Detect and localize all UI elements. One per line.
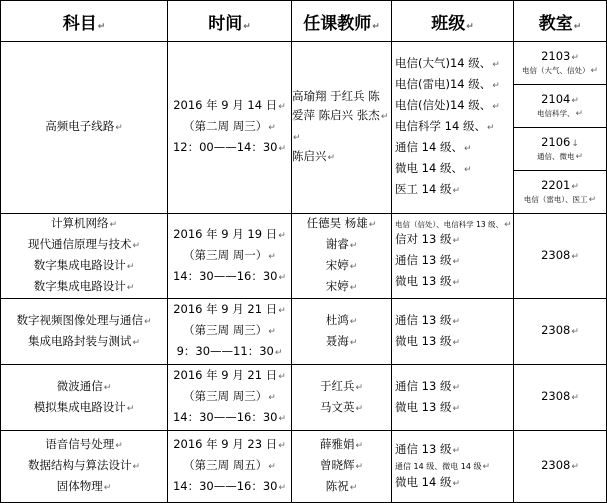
table-row — [1, 214, 607, 299]
header-time: 时间↵ — [168, 1, 292, 42]
header-class: 班级↵ — [392, 1, 514, 42]
room-entry: 2104↵ 电信科学、↵ — [514, 85, 606, 128]
class-cell: 通信 13 级↵ 通信 14 级、微电 14 级↵ 微电 14 级↵ — [392, 431, 514, 503]
time-cell: 2016 年 9 月 23 日↵ （第三周 周五）↵ 14：30——16：30↵ — [168, 431, 292, 503]
class-cell: 电信（信处）、电信科学 13 级、↵ 信对 13 级↵ 通信 13 级↵ 微电 13 级↵ — [392, 214, 514, 299]
teacher-cell: 于红兵↵ 马文英↵ — [292, 365, 392, 431]
header-subject: 科目↵ — [1, 1, 168, 42]
subject-cell: 计算机网络↵ 现代通信原理与技术↵ 数字集成电路设计↵ 数字集成电路设计↵ — [1, 214, 168, 299]
table-row — [1, 365, 607, 431]
time-cell: 2016 年 9 月 21 日↵ （第三周 周三）↵ 14：30——16：30↵ — [168, 365, 292, 431]
subject-cell: 语音信号处理↵ 数据结构与算法设计↵ 固体物理↵ — [1, 431, 168, 503]
class-cell: 通信 13 级↵ 微电 13 级↵ — [392, 365, 514, 431]
teacher-cell: 任德昊 杨雄↵ 谢睿↵ 宋婷↵ 宋婷↵ — [292, 214, 392, 299]
room-cell: 2308↵ — [514, 431, 607, 503]
time-cell: 2016 年 9 月 19 日↵ （第三周 周一）↵ 14：30——16：30↵ — [168, 214, 292, 299]
header-teacher: 任课教师↵ — [292, 1, 392, 42]
class-cell: 电信(大气)14 级、↵ 电信(雷电)14 级、↵ 电信(信处)14 级、↵ 电信科学 14 级、↵ 通信 14 级、↵ 微电 14 级、↵ 医工 14 级↵ — [392, 42, 514, 214]
subject-cell: 数字视频图像处理与通信↵ 集成电路封装与测试↵ — [1, 299, 168, 365]
time-cell: 2016 年 9 月 14 日↵ （第二周 周三）↵ 12：00——14：30↵ — [168, 42, 292, 214]
room-cell — [514, 42, 607, 214]
room-cell: 2308↵ — [514, 299, 607, 365]
room-cell: 2308↵ — [514, 365, 607, 431]
room-entry: 2201↵ 电信（雷电）、医工↵ — [523, 178, 597, 205]
header-row — [1, 1, 607, 42]
room-entry: 2106↓ 通信、微电↵ — [514, 128, 606, 171]
teacher-cell: 杜鸿↵ 聂海↵ — [292, 299, 392, 365]
table-row — [1, 431, 607, 503]
room-cell: 2308↵ — [514, 214, 607, 299]
table-row — [1, 42, 607, 214]
table-row — [1, 299, 607, 365]
subject-cell: 高频电子线路↵ — [1, 42, 168, 214]
room-entry: 2103↵ 电信（大气、信处）↵ — [514, 42, 606, 85]
header-room: 教室↵ — [514, 1, 607, 42]
class-cell: 通信 13 级↵ 微电 13 级↵ — [392, 299, 514, 365]
teacher-cell: 薛雅娟↵ 曾晓辉↵ 陈祝↵ — [292, 431, 392, 503]
teacher-cell: 高瑜翔 于红兵 陈爱萍 陈启兴 张杰↵ ↵ 陈启兴↵ — [292, 42, 392, 214]
subject-cell: 微波通信↵ 模拟集成电路设计↵ — [1, 365, 168, 431]
time-cell: 2016 年 9 月 21 日↵ （第三周 周三）↵ 9：30——11：30↵ — [168, 299, 292, 365]
